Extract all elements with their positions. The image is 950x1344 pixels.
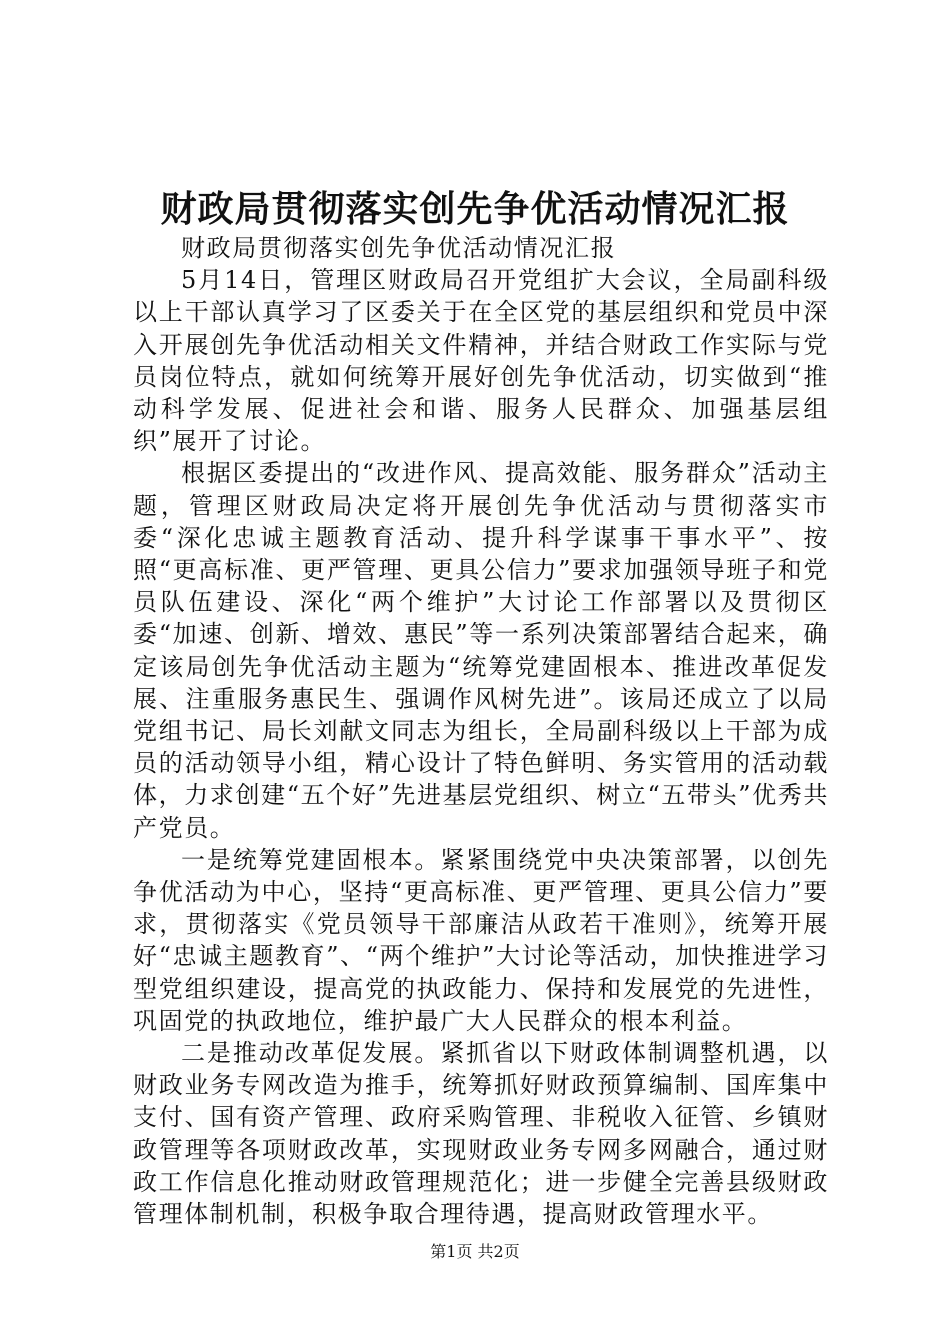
paragraph-party-building: 一是统筹党建固根本。紧紧围绕党中央决策部署，以创先争优活动为中心，坚持“更高标准、更严管理、更具公信力”要求，贯彻落实《党员领导干部廉洁从政若干准则》，统筹开展好“忠诚主题教育”、“两个维护”大讨论等活动，加快推进学习型党组织建设，提高党的执政能力、保持和发展党的先进性，巩固党的执政地位，维护最广大人民群众的根本利益。 xyxy=(133,845,829,1035)
paragraph-meeting: 5月14日，管理区财政局召开党组扩大会议，全局副科级以上干部认真学习了区委关于在全区党的基层组织和党员中深入开展创先争优活动相关文件精神，并结合财政工作实际与党员岗位特点，就如何统筹开展好创先争优活动，切实做到“推动科学发展、促进社会和谐、服务人民群众、加强基层组织”展开了讨论。 xyxy=(133,266,829,456)
document-title: 财政局贯彻落实创先争优活动情况汇报 xyxy=(160,188,790,230)
document-body xyxy=(133,232,829,1230)
paragraph-subtitle: 财政局贯彻落实创先争优活动情况汇报 xyxy=(181,234,617,262)
paragraph-reform: 二是推动改革促发展。紧抓省以下财政体制调整机遇，以财政业务专网改造为推手，统筹抓好财政预算编制、国库集中支付、国有资产管理、政府采购管理、非税收入征管、乡镇财政管理等各项财政改革，实现财政业务专网多网融合，通过财政工作信息化推动财政管理规范化；进一步健全完善县级财政管理体制机制，积极争取合理待遇，提高财政管理水平。 xyxy=(133,1039,829,1229)
paragraph-theme: 根据区委提出的“改进作风、提高效能、服务群众”活动主题，管理区财政局决定将开展创先争优活动与贯彻落实市委“深化忠诚主题教育活动、提升科学谋事干事水平”、按照“更高标准、更严管理、更具公信力”要求加强领导班子和党员队伍建设、深化“两个维护”大讨论工作部署以及贯彻区委“加速、创新、增效、惠民”等一系列决策部署结合起来，确定该局创先争优活动主题为“统筹党建固根本、推进改革促发展、注重服务惠民生、强调作风树先进”。该局还成立了以局党组书记、局长刘献文同志为组长，全局副科级以上干部为成员的活动领导小组，精心设计了特色鲜明、务实管用的活动载体，力求创建“五个好”先进基层党组织、树立“五带头”优秀共产党员。 xyxy=(133,459,829,842)
page-footer: 第1页 共2页 xyxy=(430,1242,520,1261)
